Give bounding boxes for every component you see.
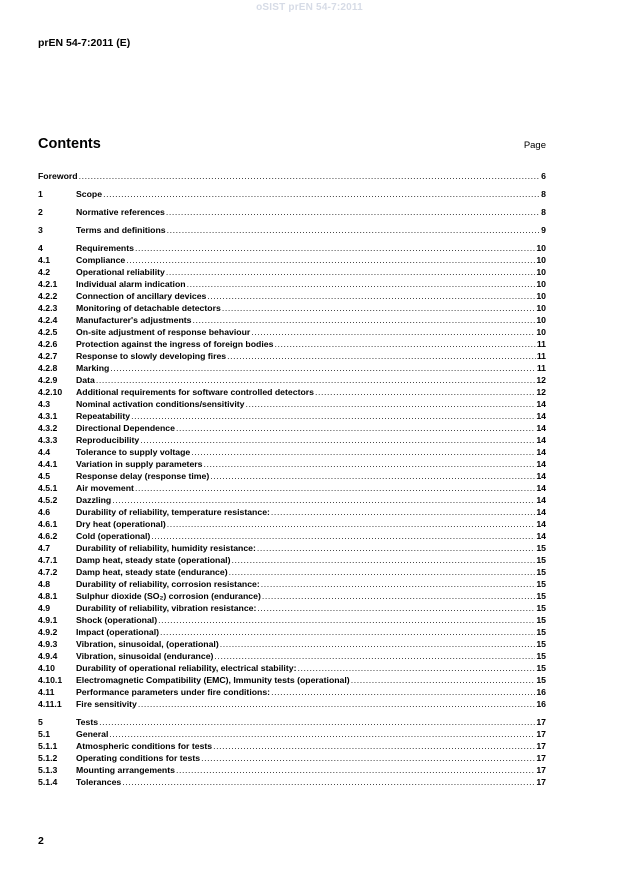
toc-entry[interactable] bbox=[38, 374, 546, 386]
toc-section-title: Protection against the ingress of foreign bodies bbox=[76, 339, 274, 349]
toc-entry[interactable] bbox=[38, 410, 546, 422]
toc-section-title: Performance parameters under fire conditions: bbox=[76, 687, 271, 697]
toc-section-number: 4.11.1 bbox=[38, 699, 62, 709]
toc-section-number: 4.2.6 bbox=[38, 339, 58, 349]
toc-entry[interactable] bbox=[38, 662, 546, 674]
toc-section-title: Sulphur dioxide (SO₂) corrosion (endurance) bbox=[76, 591, 261, 601]
toc-dot-leader bbox=[220, 638, 536, 650]
toc-section-number: 4.9.4 bbox=[38, 651, 58, 661]
toc-entry[interactable] bbox=[38, 338, 546, 350]
toc-section-number: 4.10.1 bbox=[38, 675, 63, 685]
toc-entry[interactable] bbox=[38, 362, 546, 374]
toc-section-title: Foreword bbox=[38, 171, 78, 181]
toc-section-number: 5 bbox=[38, 717, 43, 727]
toc-dot-leader bbox=[138, 698, 535, 710]
toc-section-number: 2 bbox=[38, 207, 43, 217]
toc-section-title: Tolerances bbox=[76, 777, 122, 787]
toc-dot-leader bbox=[140, 434, 535, 446]
toc-section-number: 4.4.1 bbox=[38, 459, 58, 469]
toc-dot-leader bbox=[166, 206, 540, 218]
toc-dot-leader bbox=[245, 398, 535, 410]
toc-section-number: 5.1.2 bbox=[38, 753, 58, 763]
toc-page-number: 15 bbox=[536, 639, 546, 649]
toc-entry[interactable] bbox=[38, 776, 546, 788]
toc-section-title: Additional requirements for software controlled detectors bbox=[76, 387, 314, 397]
toc-section-number: 4.2.4 bbox=[38, 315, 58, 325]
toc-dot-leader bbox=[96, 374, 535, 386]
toc-entry[interactable] bbox=[38, 554, 546, 566]
toc-page-number: 17 bbox=[536, 777, 546, 787]
toc-entry[interactable] bbox=[38, 170, 546, 182]
toc-dot-leader bbox=[257, 602, 535, 614]
toc-dot-leader bbox=[126, 254, 535, 266]
toc-page-number: 8 bbox=[541, 207, 546, 217]
toc-page-number: 14 bbox=[536, 423, 546, 433]
toc-section-title: Directional Dependence bbox=[76, 423, 175, 433]
toc-entry[interactable] bbox=[38, 254, 546, 266]
toc-section-number: 4.7.1 bbox=[38, 555, 58, 565]
toc-section-title: Response delay (response time) bbox=[76, 471, 210, 481]
toc-section-title: Requirements bbox=[76, 243, 134, 253]
toc-section-number: 4 bbox=[38, 243, 43, 253]
toc-entry[interactable] bbox=[38, 302, 546, 314]
toc-section-title: Damp heat, steady state (endurance) bbox=[76, 567, 228, 577]
toc-page-number: 15 bbox=[536, 567, 546, 577]
watermark: oSIST prEN 54-7:2011 bbox=[256, 2, 363, 13]
toc-entry[interactable] bbox=[38, 224, 546, 236]
toc-dot-leader bbox=[112, 494, 535, 506]
toc-page-number: 10 bbox=[536, 243, 546, 253]
toc-page-number: 15 bbox=[536, 615, 546, 625]
toc-page-number: 11 bbox=[536, 339, 546, 349]
toc-section-title: Connection of ancillary devices bbox=[76, 291, 207, 301]
toc-page-number: 6 bbox=[541, 171, 546, 181]
toc-dot-leader bbox=[176, 764, 535, 776]
toc-section-number: 4.2.5 bbox=[38, 327, 58, 337]
toc-section-number: 4.8.1 bbox=[38, 591, 58, 601]
toc-section-number: 4.2.8 bbox=[38, 363, 58, 373]
toc-section-number: 4.6.1 bbox=[38, 519, 58, 529]
toc-section-number: 4.9.3 bbox=[38, 639, 58, 649]
toc-entry[interactable] bbox=[38, 674, 546, 686]
toc-dot-leader bbox=[191, 446, 535, 458]
toc-page-number: 8 bbox=[541, 189, 546, 199]
toc-entry[interactable] bbox=[38, 650, 546, 662]
page-number: 2 bbox=[38, 835, 44, 847]
toc-page-number: 17 bbox=[536, 765, 546, 775]
toc-entry[interactable] bbox=[38, 458, 546, 470]
toc-page-number: 14 bbox=[536, 495, 546, 505]
toc-dot-leader bbox=[176, 422, 535, 434]
toc-page-number: 17 bbox=[536, 753, 546, 763]
toc-dot-leader bbox=[231, 554, 535, 566]
toc-section-title: Fire sensitivity bbox=[76, 699, 137, 709]
toc-section-title: Marking bbox=[76, 363, 110, 373]
toc-section-title: Reproducibility bbox=[76, 435, 140, 445]
toc-dot-leader bbox=[103, 188, 540, 200]
toc-section-number: 4.9 bbox=[38, 603, 51, 613]
toc-entry[interactable] bbox=[38, 386, 546, 398]
toc-entry[interactable] bbox=[38, 506, 546, 518]
toc-section-title: Terms and definitions bbox=[76, 225, 166, 235]
toc-dot-leader bbox=[193, 314, 536, 326]
toc-section-number: 4.2.10 bbox=[38, 387, 63, 397]
toc-entry[interactable] bbox=[38, 278, 546, 290]
toc-page-number: 10 bbox=[536, 327, 546, 337]
toc-page-number: 12 bbox=[536, 387, 546, 397]
toc-dot-leader bbox=[207, 290, 535, 302]
toc-page-number: 14 bbox=[536, 519, 546, 529]
toc-entry[interactable] bbox=[38, 638, 546, 650]
toc-section-title: Data bbox=[76, 375, 95, 385]
toc-section-title: Cold (operational) bbox=[76, 531, 151, 541]
toc-page-number: 10 bbox=[536, 291, 546, 301]
toc-entry[interactable] bbox=[38, 242, 546, 254]
toc-page-number: 15 bbox=[536, 543, 546, 553]
toc-dot-leader bbox=[214, 650, 535, 662]
toc-section-number: 4.5.1 bbox=[38, 483, 58, 493]
toc-section-number: 5.1 bbox=[38, 729, 51, 739]
toc-page-number: 11 bbox=[536, 363, 546, 373]
toc-entry[interactable] bbox=[38, 590, 546, 602]
toc-page-number: 15 bbox=[536, 579, 546, 589]
toc-dot-leader bbox=[271, 506, 535, 518]
toc-section-number: 4.9.2 bbox=[38, 627, 58, 637]
toc-section-title: Repeatability bbox=[76, 411, 131, 421]
toc-entry[interactable] bbox=[38, 314, 546, 326]
contents-title: Contents bbox=[38, 136, 101, 152]
toc-section-number: 4.3.1 bbox=[38, 411, 58, 421]
toc-dot-leader bbox=[262, 590, 535, 602]
toc-section-number: 4.7 bbox=[38, 543, 51, 553]
toc-page-number: 14 bbox=[536, 459, 546, 469]
table-of-contents bbox=[38, 170, 546, 788]
toc-section-title: Individual alarm indication bbox=[76, 279, 186, 289]
toc-section-number: 4.10 bbox=[38, 663, 55, 673]
toc-section-number: 4.6.2 bbox=[38, 531, 58, 541]
toc-section-title: Variation in supply parameters bbox=[76, 459, 203, 469]
toc-dot-leader bbox=[160, 626, 535, 638]
toc-dot-leader bbox=[167, 224, 541, 236]
toc-dot-leader bbox=[210, 470, 535, 482]
toc-page-number: 11 bbox=[536, 351, 546, 361]
toc-page-number: 14 bbox=[536, 471, 546, 481]
toc-page-number: 10 bbox=[536, 315, 546, 325]
toc-entry[interactable] bbox=[38, 764, 546, 776]
toc-dot-leader bbox=[122, 776, 535, 788]
toc-page-number: 12 bbox=[536, 375, 546, 385]
toc-page-number: 10 bbox=[536, 255, 546, 265]
toc-section-title: Electromagnetic Compatibility (EMC), Immunity tests (operational) bbox=[76, 675, 350, 685]
toc-section-title: Durability of operational reliability, electrical stability: bbox=[76, 663, 297, 673]
toc-section-title: Tolerance to supply voltage bbox=[76, 447, 191, 457]
toc-section-number: 4.5 bbox=[38, 471, 51, 481]
toc-section-number: 4.2.7 bbox=[38, 351, 58, 361]
toc-section-number: 5.1.3 bbox=[38, 765, 58, 775]
toc-section-number: 4.8 bbox=[38, 579, 51, 589]
toc-section-title: Dry heat (operational) bbox=[76, 519, 166, 529]
toc-section-title: Scope bbox=[76, 189, 103, 199]
toc-entry[interactable] bbox=[38, 530, 546, 542]
toc-section-title: Air movement bbox=[76, 483, 134, 493]
toc-page-number: 14 bbox=[536, 435, 546, 445]
toc-entry[interactable] bbox=[38, 740, 546, 752]
toc-entry[interactable] bbox=[38, 188, 546, 200]
toc-dot-leader bbox=[261, 578, 536, 590]
toc-dot-leader bbox=[109, 728, 535, 740]
toc-section-title: Shock (operational) bbox=[76, 615, 158, 625]
toc-page-number: 14 bbox=[536, 447, 546, 457]
toc-entry[interactable] bbox=[38, 326, 546, 338]
toc-dot-leader bbox=[227, 350, 536, 362]
toc-section-number: 4.9.1 bbox=[38, 615, 58, 625]
toc-section-number: 3 bbox=[38, 225, 43, 235]
toc-section-title: Manufacturer's adjustments bbox=[76, 315, 192, 325]
toc-page-number: 10 bbox=[536, 303, 546, 313]
toc-dot-leader bbox=[222, 302, 536, 314]
toc-section-title: Impact (operational) bbox=[76, 627, 160, 637]
toc-dot-leader bbox=[135, 242, 535, 254]
toc-entry[interactable] bbox=[38, 266, 546, 278]
toc-page-number: 16 bbox=[536, 699, 546, 709]
toc-section-number: 4.2 bbox=[38, 267, 51, 277]
toc-entry[interactable] bbox=[38, 482, 546, 494]
toc-page-number: 16 bbox=[536, 687, 546, 697]
toc-section-number: 4.5.2 bbox=[38, 495, 58, 505]
toc-section-number: 4.3.3 bbox=[38, 435, 58, 445]
toc-entry[interactable] bbox=[38, 446, 546, 458]
toc-section-title: General bbox=[76, 729, 109, 739]
toc-page-number: 14 bbox=[536, 507, 546, 517]
toc-page-number: 14 bbox=[536, 399, 546, 409]
toc-section-title: Normative references bbox=[76, 207, 165, 217]
toc-dot-leader bbox=[315, 386, 535, 398]
toc-dot-leader bbox=[110, 362, 536, 374]
toc-section-title: Vibration, sinusoidal, (operational) bbox=[76, 639, 219, 649]
toc-dot-leader bbox=[167, 518, 536, 530]
toc-section-number: 4.1 bbox=[38, 255, 51, 265]
toc-section-title: Operational reliability bbox=[76, 267, 165, 277]
toc-dot-leader bbox=[204, 458, 536, 470]
toc-dot-leader bbox=[274, 338, 535, 350]
toc-section-number: 4.2.3 bbox=[38, 303, 58, 313]
toc-page-number: 10 bbox=[536, 279, 546, 289]
toc-section-number: 5.1.4 bbox=[38, 777, 58, 787]
toc-entry[interactable] bbox=[38, 686, 546, 698]
toc-section-title: Monitoring of detachable detectors bbox=[76, 303, 221, 313]
toc-dot-leader bbox=[158, 614, 535, 626]
toc-dot-leader bbox=[166, 266, 535, 278]
toc-page-number: 15 bbox=[536, 603, 546, 613]
toc-dot-leader bbox=[187, 278, 536, 290]
toc-entry[interactable] bbox=[38, 716, 546, 728]
toc-entry[interactable] bbox=[38, 398, 546, 410]
toc-section-title: Tests bbox=[76, 717, 99, 727]
toc-page-number: 17 bbox=[536, 717, 546, 727]
toc-entry[interactable] bbox=[38, 602, 546, 614]
toc-section-title: Nominal activation conditions/sensitivity bbox=[76, 399, 245, 409]
toc-page-number: 9 bbox=[541, 225, 546, 235]
toc-dot-leader bbox=[351, 674, 536, 686]
toc-section-title: Compliance bbox=[76, 255, 126, 265]
toc-section-number: 4.11 bbox=[38, 687, 55, 697]
toc-entry[interactable] bbox=[38, 542, 546, 554]
toc-dot-leader bbox=[99, 716, 535, 728]
toc-section-title: On-site adjustment of response behaviour bbox=[76, 327, 251, 337]
toc-entry[interactable] bbox=[38, 290, 546, 302]
toc-dot-leader bbox=[201, 752, 535, 764]
toc-page-number: 14 bbox=[536, 411, 546, 421]
toc-entry[interactable] bbox=[38, 698, 546, 710]
toc-dot-leader bbox=[251, 326, 535, 338]
toc-page-number: 10 bbox=[536, 267, 546, 277]
toc-section-number: 4.3.2 bbox=[38, 423, 58, 433]
toc-dot-leader bbox=[271, 686, 535, 698]
toc-page-number: 15 bbox=[536, 555, 546, 565]
toc-entry[interactable] bbox=[38, 578, 546, 590]
toc-section-title: Response to slowly developing fires bbox=[76, 351, 227, 361]
toc-section-title: Atmospheric conditions for tests bbox=[76, 741, 213, 751]
toc-entry[interactable] bbox=[38, 434, 546, 446]
toc-page-number: 17 bbox=[536, 729, 546, 739]
toc-section-title: Damp heat, steady state (operational) bbox=[76, 555, 231, 565]
toc-dot-leader bbox=[135, 482, 535, 494]
toc-section-number: 4.6 bbox=[38, 507, 51, 517]
toc-entry[interactable] bbox=[38, 566, 546, 578]
toc-page-number: 17 bbox=[536, 741, 546, 751]
toc-entry[interactable] bbox=[38, 626, 546, 638]
toc-section-title: Mounting arrangements bbox=[76, 765, 175, 775]
toc-dot-leader bbox=[213, 740, 535, 752]
toc-entry[interactable] bbox=[38, 470, 546, 482]
toc-section-number: 4.2.1 bbox=[38, 279, 58, 289]
toc-dot-leader bbox=[257, 542, 535, 554]
toc-section-number: 4.3 bbox=[38, 399, 51, 409]
toc-dot-leader bbox=[79, 170, 541, 182]
toc-entry[interactable] bbox=[38, 206, 546, 218]
toc-section-title: Dazzling bbox=[76, 495, 112, 505]
toc-section-number: 4.7.2 bbox=[38, 567, 58, 577]
toc-page-number: 14 bbox=[536, 483, 546, 493]
toc-entry[interactable] bbox=[38, 494, 546, 506]
toc-section-number: 5.1.1 bbox=[38, 741, 58, 751]
toc-page-number: 14 bbox=[536, 531, 546, 541]
toc-page-number: 15 bbox=[536, 591, 546, 601]
toc-entry[interactable] bbox=[38, 350, 546, 362]
toc-section-number: 4.2.9 bbox=[38, 375, 58, 385]
toc-dot-leader bbox=[229, 566, 536, 578]
toc-entry[interactable] bbox=[38, 518, 546, 530]
toc-entry[interactable] bbox=[38, 614, 546, 626]
page-column-label: Page bbox=[523, 140, 546, 151]
toc-section-number: 4.2.2 bbox=[38, 291, 58, 301]
toc-page-number: 15 bbox=[536, 627, 546, 637]
toc-section-title: Durability of reliability, vibration resistance: bbox=[76, 603, 257, 613]
toc-entry[interactable] bbox=[38, 752, 546, 764]
toc-section-title: Operating conditions for tests bbox=[76, 753, 201, 763]
toc-page-number: 15 bbox=[536, 651, 546, 661]
toc-section-title: Durability of reliability, corrosion resistance: bbox=[76, 579, 260, 589]
toc-dot-leader bbox=[297, 662, 535, 674]
toc-section-title: Durability of reliability, temperature resistance: bbox=[76, 507, 270, 517]
toc-entry[interactable] bbox=[38, 728, 546, 740]
toc-dot-leader bbox=[151, 530, 535, 542]
toc-page-number: 15 bbox=[536, 663, 546, 673]
toc-page-number: 15 bbox=[536, 675, 546, 685]
toc-section-title: Vibration, sinusoidal (endurance) bbox=[76, 651, 214, 661]
toc-entry[interactable] bbox=[38, 422, 546, 434]
toc-dot-leader bbox=[131, 410, 535, 422]
toc-section-title: Durability of reliability, humidity resistance: bbox=[76, 543, 256, 553]
document-id: prEN 54-7:2011 (E) bbox=[38, 37, 131, 49]
toc-section-number: 4.4 bbox=[38, 447, 51, 457]
toc-section-number: 1 bbox=[38, 189, 43, 199]
